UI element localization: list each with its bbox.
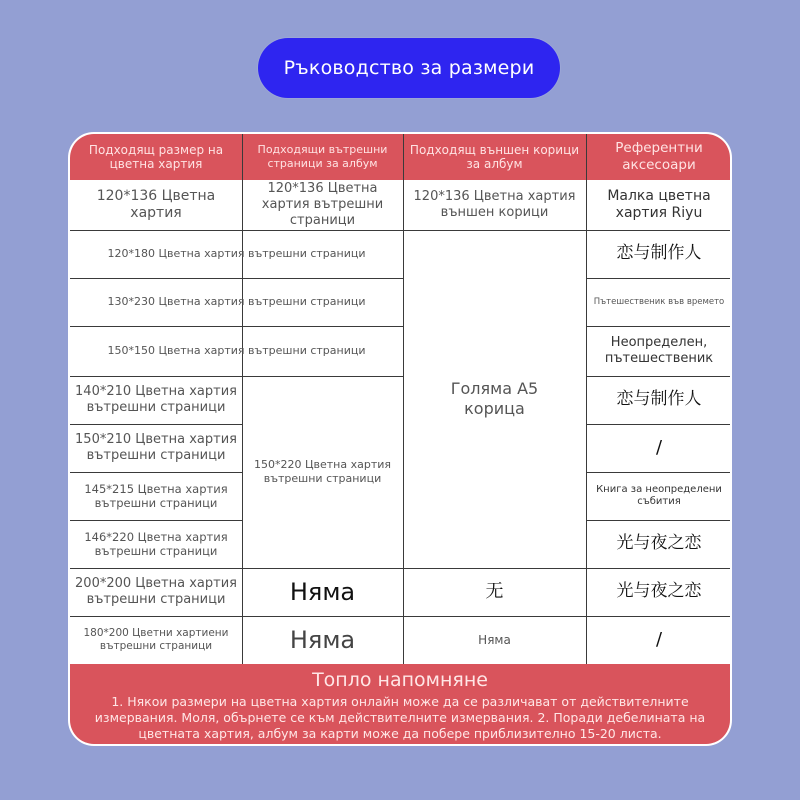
page-title: Ръководство за размери [258,38,560,98]
reminder-text: 1. Някои размери на цветна хартия онлайн може да се различават от действителните измервания. Моля, обърнете се към действителните измервания. 2. Поради дебелината на цветната хартия, албум за карти може да побере приблизително 15-20 листа. [94,694,706,741]
table-cell: 180*200 Цветни хартиени вътрешни страници [83,626,229,652]
table-cell: 光与夜之恋 [616,533,702,554]
table-cell: Няма [289,626,356,654]
table-cell: 恋与制作人 [616,243,702,264]
table-cell: 150*150 Цветна хартия вътрешни страници [107,344,366,358]
table-cell: 120*180 Цветна хартия вътрешни страници [107,247,366,261]
header-accessories: Референтни аксесоари [615,140,703,173]
table-cell: Неопределен, пътешественик [604,334,714,366]
table-cell: 146*220 Цветна хартия вътрешни страници [84,529,228,558]
table-cell: 130*230 Цветна хартия вътрешни страници [107,295,366,309]
table-cell: 140*210 Цветна хартия вътрешни страници [75,383,237,415]
size-guide-table [68,132,732,746]
header-paper-size: Подходящ размер на цветна хартия [88,143,224,171]
table-cell: 120*136 Цветна хартия [96,187,216,221]
table-cell: Няма [478,632,511,647]
table-cell: 145*215 Цветна хартия вътрешни страници [84,481,228,510]
table-cell: 150*220 Цветна хартия вътрешни страници [253,458,392,485]
table-cell: Няма [289,578,356,606]
reminder-panel [70,664,730,746]
table-cell: Малка цветна хартия Riyu [607,187,711,221]
table-cell: / [655,436,663,458]
header-outer-cover: Подходящ външен корици за албум [409,143,580,171]
table-cell: Книга за неопределени събития [596,483,722,507]
table-cell: Пътешественик във времето [593,296,725,307]
table-cell: 150*210 Цветна хартия вътрешни страници [75,431,237,463]
header-inner-pages: Подходящи вътрешни страници за албум [257,143,388,170]
table-cell: Голяма A5 корица [450,379,539,418]
reminder-title: Топло напомняне [312,669,488,691]
table-cell: 光与夜之恋 [616,581,702,602]
table-cell: 120*136 Цветна хартия външен корици [413,188,576,220]
table-header-row [70,134,730,180]
table-cell: 无 [485,580,504,602]
table-cell: 120*136 Цветна хартия вътрешни страници [261,180,384,229]
table-cell: 200*200 Цветна хартия вътрешни страници [75,575,237,607]
table-cell: / [655,628,663,650]
table-cell: 恋与制作人 [616,389,702,410]
